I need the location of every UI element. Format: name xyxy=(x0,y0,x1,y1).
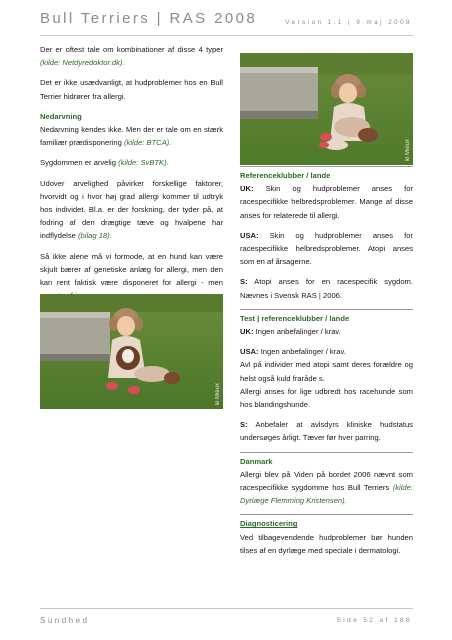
right-column xyxy=(240,166,413,564)
heading-diagnosticering: Diagnosticering xyxy=(240,519,298,529)
source-bilag: (bilag 18). xyxy=(78,231,112,241)
heading-nedarvning: Nedarvning xyxy=(40,111,82,121)
heading-danmark: Danmark xyxy=(240,456,273,466)
girl-with-puppy-photo-top xyxy=(240,53,413,165)
paragraph-diagnosticering: Ved tilbagevendende hudproblemer bør hunden tilses af en dyrlæge med speciale i dermatologi. xyxy=(240,532,413,555)
paragraph-usa-avl: Avl på individer med atopi samt deres forældre og helst også kuld fraråde s. xyxy=(240,360,413,383)
document-version: Version 1.1 | 9.maj 2008 xyxy=(285,19,412,26)
paragraph-test-usa: USA: Ingen anbefalinger / krav. xyxy=(240,347,346,357)
paragraph-uk: UK: Skin og hudproblemer anses for racespecifikke helbredsproblemer. Mange af disse anses for relaterede til allergi. xyxy=(240,184,413,220)
heading-test: Test | referenceklubber / lande xyxy=(240,313,350,323)
photo-top-illustration xyxy=(240,53,413,165)
paragraph-danmark: Allergi blev på Viden på bordet 2006 nævnt som racespecifikke sygdomme hos Bull Terriers (kilde: Dyrlæge Flemming Kristensen). xyxy=(240,469,413,506)
paragraph-usa-allergi: Allergi anses for lige udbredt hos racehunde som hos blandingshunde. xyxy=(240,386,413,410)
section-rule-test xyxy=(240,309,413,310)
photo-credit-bottom: le Mieux xyxy=(215,382,221,405)
footer-page-number: Side 52 af 188 xyxy=(336,617,412,624)
photo-bottom-illustration xyxy=(40,294,223,409)
paragraph-factors: Udover arvelighed påvirker forskellige faktorer, hvorvidt og i hvor høj grad allergi kommer til udtryk hos individet. Bl.a. er der forskning, der tyder på, at fodring af den drægtige tæve og hvalpene har indflydelse (bilag 18). xyxy=(40,178,223,241)
paragraph-arvelig: Sygdommen er arvelig (kilde: SvBTK). xyxy=(40,158,169,168)
source-btca: (kilde: BTCA). xyxy=(124,138,172,148)
section-rule-diagnosticering xyxy=(240,514,413,515)
section-rule-ref xyxy=(240,166,413,167)
paragraph-allergy-origin: Det er ikke usædvanligt, at hudproblemer hos en Bull Terrier hidrører fra allergi. xyxy=(40,78,223,101)
girl-with-puppy-photo-bottom xyxy=(40,294,223,409)
paragraph-test-uk: UK: Ingen anbefalinger / krav. xyxy=(240,327,341,337)
source-dyrlaege: (kilde: Dyrlæge Flemming Kristensen). xyxy=(240,483,413,506)
paragraph-test-s: S: Anbefaler at avlsdyrs kliniske hudstatus undersøges årligt. Tæver før hver parring. xyxy=(240,420,413,443)
paragraph-usa: USA: Skin og hudproblemer anses for racespecifikke helbredsproblemer. Atopi anses som en af årsagerne. xyxy=(240,230,413,267)
document-title: Bull Terriers | RAS 2008 xyxy=(40,10,258,27)
left-column xyxy=(40,43,223,309)
source-svbtk: (kilde: SvBTK). xyxy=(118,158,169,168)
paragraph-carrier: Så ikke alene må vi formode, at en hund kan være skjult bærer af genetiske anlæg for allergi, men den kan rent faktisk være disponeret for allergi - men xyxy=(40,251,223,288)
paragraph-nedarvning: Nedarvning kendes ikke. Men der er tale om en stærk familiær prædisponering (kilde: BTCA). xyxy=(40,125,223,148)
heading-referenceklubber: Referenceklubber / lande xyxy=(240,171,331,180)
footer-section: Sundhed xyxy=(40,616,90,625)
paragraph-s: S: Atopi anses for en racespecifik sygdom. Nævnes i Svensk RAS | 2006. xyxy=(240,277,413,300)
footer-rule xyxy=(40,608,413,609)
source-netdyredoktor: (kilde: Netdyredoktor.dk). xyxy=(40,58,125,68)
section-rule-danmark xyxy=(240,452,413,453)
photo-credit-top: le Mieux xyxy=(405,138,411,161)
paragraph-combinations: Der er oftest tale om kombinationer af disse 4 typer (kilde: Netdyredoktor.dk). xyxy=(40,45,223,68)
header-rule xyxy=(40,35,413,36)
